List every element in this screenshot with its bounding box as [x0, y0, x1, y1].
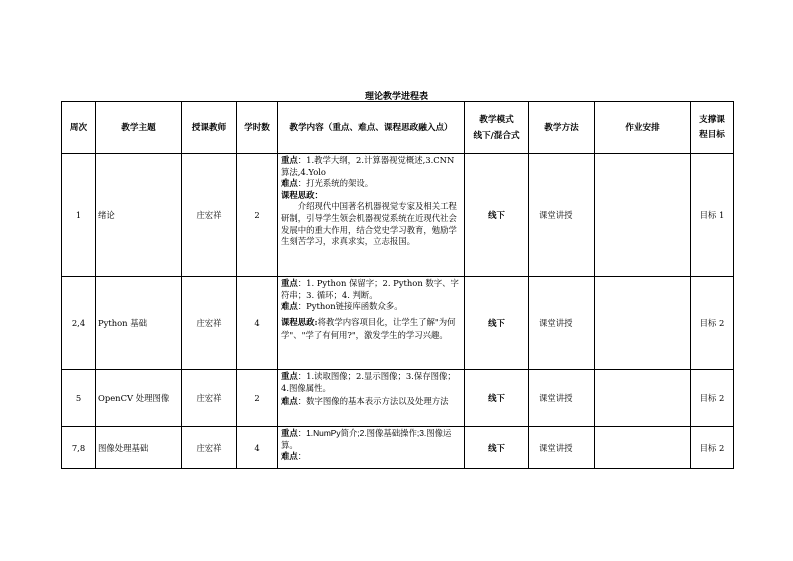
cell-mode: 线下: [465, 277, 529, 370]
cell-mode: 线下: [465, 427, 529, 469]
table-row: [62, 277, 734, 370]
cell-hours: 4: [237, 427, 278, 469]
difficulty-text: ：数字图像的基本表示方法以及处理方法: [297, 396, 449, 407]
cell-content: [278, 427, 465, 469]
cell-goal: 目标 2: [691, 370, 734, 427]
header-teacher: 授课教师: [182, 102, 237, 154]
cell-hours: 4: [237, 277, 278, 370]
cell-hours: 2: [237, 154, 278, 277]
cell-week: 7,8: [62, 427, 96, 469]
cell-topic: Python 基础: [96, 277, 182, 370]
key-label: 重点: [281, 155, 298, 165]
header-goal: 支撑课程目标: [691, 102, 734, 154]
cell-goal: 目标 2: [691, 277, 734, 370]
header-topic: 教学主题: [96, 102, 182, 154]
key-text: ：1.NumPy简介;2.图像基础操作;3.图像运算。: [281, 428, 452, 450]
cell-method: 课堂讲授: [529, 370, 595, 427]
cell-hours: 2: [237, 370, 278, 427]
cell-week: 2,4: [62, 277, 96, 370]
header-week: 周次: [62, 102, 96, 154]
ideology-text: 将教学内容项目化，让学生了解"为何学"、"学了有何用?"，激发学生的学习兴趣。: [281, 316, 456, 340]
cell-mode: 线下: [465, 370, 529, 427]
difficulty-label: 难点: [281, 396, 298, 407]
difficulty-label: 难点: [281, 178, 298, 189]
cell-homework: [595, 277, 691, 370]
table-row: [62, 370, 734, 427]
page-title: 理论教学进程表: [364, 92, 428, 102]
header-row: [62, 102, 734, 154]
header-mode: 教学模式 线下/混合式: [465, 102, 529, 154]
cell-week: 5: [62, 370, 96, 427]
difficulty-text: ：打光系统的架设。: [297, 178, 374, 189]
difficulty-text: ：Python链接库函数众多。: [297, 301, 403, 312]
cell-topic: OpenCV 处理图像: [96, 370, 182, 427]
key-label: 重点: [281, 428, 298, 438]
cell-teacher: 庄宏祥: [182, 277, 237, 370]
table-row: [62, 427, 734, 469]
teaching-schedule-table: [61, 101, 734, 469]
cell-week: 1: [62, 154, 96, 277]
cell-teacher: 庄宏祥: [182, 427, 237, 469]
key-text: ：1. Python 保留字；2. Python 数字、字符串；3. 循环；4. 判断。: [281, 278, 459, 300]
cell-homework: [595, 427, 691, 469]
cell-teacher: 庄宏祥: [182, 154, 237, 277]
header-method: 教学方法: [529, 102, 595, 154]
cell-method: 课堂讲授: [529, 427, 595, 469]
cell-mode: 线下: [465, 154, 529, 277]
cell-goal: 目标 1: [691, 154, 734, 277]
key-label: 重点: [281, 278, 298, 288]
cell-goal: 目标 2: [691, 427, 734, 469]
cell-content: 重点：1. Python 保留字；2. Python 数字、字符串；3. 循环；4. 判断。 难点：Python链接库函数众多。 课程思政:将教学内容项目化，让学生了解"为何学"、"学了有何用?"，激发学生的学习兴趣。: [278, 277, 465, 370]
cell-method: 课堂讲授: [529, 277, 595, 370]
cell-method: 课堂讲授: [529, 154, 595, 277]
cell-content: [278, 154, 465, 277]
header-homework: 作业安排: [595, 102, 691, 154]
cell-topic: 图像处理基础: [96, 427, 182, 469]
difficulty-text: ：: [297, 451, 307, 462]
difficulty-label: 难点: [281, 301, 298, 312]
difficulty-label: 难点: [281, 451, 298, 462]
ideology-label: 课程思政：: [281, 189, 323, 200]
ideology-text: 介绍现代中国著名机器视觉专家及相关工程研制，引导学生领会机器视觉系统在近现代社会发展中的重大作用，结合党史学习教育，勉励学生刻苦学习，求真求实，立志报国。: [281, 201, 457, 247]
cell-content: [278, 370, 465, 427]
header-hours: 学时数: [237, 102, 278, 154]
key-text: ：1.读取图像；2.显示图像；3.保存图像；4.图像属性。: [281, 371, 456, 393]
cell-teacher: 庄宏祥: [182, 370, 237, 427]
key-text: ：1.教学大纲，2.计算器视觉概述,3.CNN算法,4.Yolo: [281, 155, 455, 177]
key-label: 重点: [281, 371, 298, 381]
cell-topic: 绪论: [96, 154, 182, 277]
cell-homework: [595, 370, 691, 427]
ideology-label: 课程思政: [281, 316, 315, 327]
cell-homework: [595, 154, 691, 277]
header-content: 教学内容（重点、难点、课程思政融入点）: [278, 102, 465, 154]
table-row: [62, 154, 734, 277]
